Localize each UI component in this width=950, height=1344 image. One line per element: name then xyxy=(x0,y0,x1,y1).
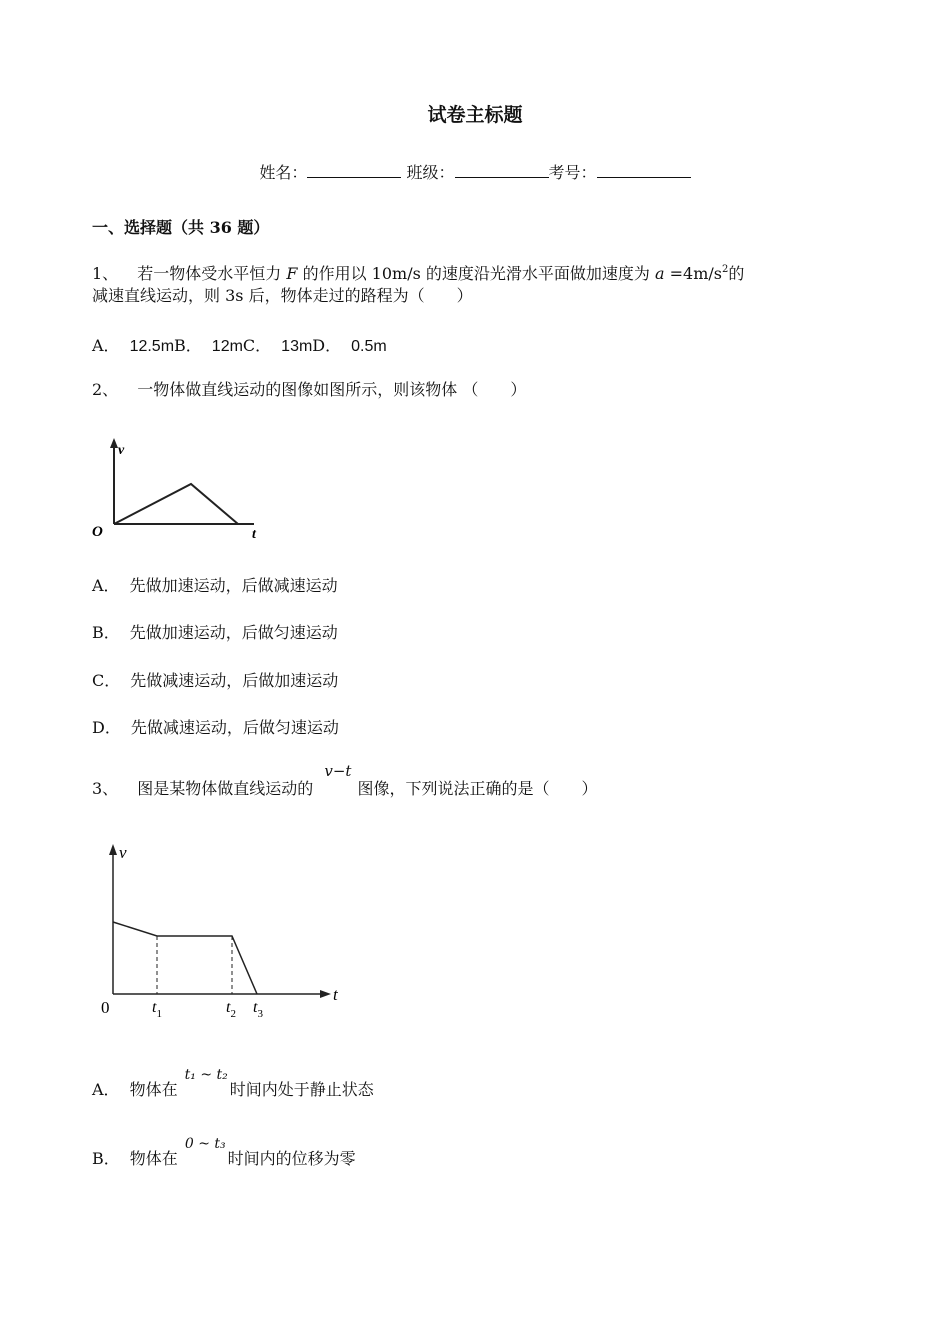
q1-option-a-value: 12.5m xyxy=(129,338,175,355)
q1-option-b-value: 12m xyxy=(211,338,243,355)
q3-t2-label: $t_2$ xyxy=(226,999,236,1020)
q1-var-f: F xyxy=(286,264,298,283)
section-heading: 一、选择题（共 36 题） xyxy=(92,218,270,237)
q1-number: 1、 xyxy=(92,264,119,283)
q3-option-b-formula: 0 ~ t₃ xyxy=(184,1136,226,1152)
q3-axis-v-label: v xyxy=(119,843,127,862)
q1-var-a: a xyxy=(655,264,665,283)
class-blank[interactable] xyxy=(455,160,549,178)
q1-option-c-value: 13m xyxy=(281,338,313,355)
q2-option-b xyxy=(92,620,338,643)
q2-vt-graph xyxy=(90,436,270,546)
q3-vt-line xyxy=(113,922,257,994)
q3-text-b: 图像，下列说法正确的是（ ） xyxy=(357,779,598,798)
q2-text: 一物体做直线运动的图像如图所示，则该物体 （ ） xyxy=(137,380,527,399)
q3-option-b-post: 时间内的位移为零 xyxy=(227,1149,356,1168)
q2-option-a xyxy=(92,573,338,596)
q2-vt-line xyxy=(114,484,238,524)
q2-option-d-key: D． xyxy=(92,718,121,737)
q2-line xyxy=(92,378,526,402)
q2-y-arrow xyxy=(110,438,118,448)
q1-line2: 减速直线运动，则 3s 后，物体走过的路程为（ ） xyxy=(92,286,473,305)
q2-option-c-key: C． xyxy=(92,671,121,690)
q3-option-a-post: 时间内处于静止状态 xyxy=(229,1080,374,1099)
q3-line xyxy=(92,762,598,801)
name-label: 姓名： xyxy=(259,163,308,182)
q3-axis-t-label: t xyxy=(333,985,338,1004)
q3-option-b xyxy=(92,1136,356,1169)
q2-number: 2、 xyxy=(92,380,119,399)
q1-option-a-key: A． xyxy=(92,336,120,355)
q3-option-a-key: A． xyxy=(92,1080,120,1099)
q1-sup: 2 xyxy=(722,264,729,275)
q3-option-a xyxy=(92,1067,374,1100)
q1-text-d: 的 xyxy=(728,264,745,283)
q2-option-c xyxy=(92,668,338,691)
q2-axis-t-label: t xyxy=(252,527,256,542)
q1-text-c: =4m/s xyxy=(669,264,722,283)
q2-option-a-value: 先做加速运动，后做减速运动 xyxy=(129,576,338,595)
q3-option-a-pre: 物体在 xyxy=(129,1080,178,1099)
q1-option-d-key: D． xyxy=(312,336,342,355)
q1-text-b: 的作用以 10m/s 的速度沿光滑水平面做加速度为 xyxy=(302,264,650,283)
q3-option-a-formula: t₁ ~ t₂ xyxy=(184,1067,228,1083)
q1-option-b-key: B． xyxy=(174,336,202,355)
q3-x-arrow xyxy=(320,990,331,998)
exam-no-blank[interactable] xyxy=(597,160,691,178)
q2-option-c-value: 先做减速运动，后做加速运动 xyxy=(130,671,339,690)
q3-option-b-key: B． xyxy=(92,1149,120,1168)
exam-title: 试卷主标题 xyxy=(427,104,523,126)
q2-option-a-key: A． xyxy=(92,576,120,595)
q1-line1 xyxy=(92,258,744,286)
q1-options xyxy=(92,333,387,356)
q1-text-a: 若一物体受水平恒力 xyxy=(137,264,282,283)
q3-t1-label: $t_1$ xyxy=(152,999,162,1020)
q2-option-b-key: B． xyxy=(92,623,120,642)
q3-vt-graph xyxy=(95,838,355,1023)
q2-option-b-value: 先做加速运动，后做匀速运动 xyxy=(129,623,338,642)
q3-text-a: 图是某物体做直线运动的 xyxy=(137,779,314,798)
name-blank[interactable] xyxy=(307,160,401,178)
exam-no-label: 考号： xyxy=(548,163,597,182)
q2-option-d-value: 先做减速运动，后做匀速运动 xyxy=(130,718,339,737)
student-info-line xyxy=(0,160,950,183)
q1-option-c-key: C． xyxy=(242,336,272,355)
q3-option-b-pre: 物体在 xyxy=(129,1149,178,1168)
q2-axis-v-label: v xyxy=(118,443,125,458)
q2-option-d xyxy=(92,715,339,738)
q1-option-d-value: 0.5m xyxy=(351,338,387,355)
q3-origin-label: 0 xyxy=(101,998,110,1017)
q3-t3-label: $t_3$ xyxy=(253,999,263,1020)
q3-formula: v−t xyxy=(324,762,352,780)
q3-y-arrow xyxy=(109,844,117,855)
q2-origin-label: O xyxy=(92,524,103,540)
class-label: 班级： xyxy=(406,163,455,182)
q3-number: 3、 xyxy=(92,779,119,798)
